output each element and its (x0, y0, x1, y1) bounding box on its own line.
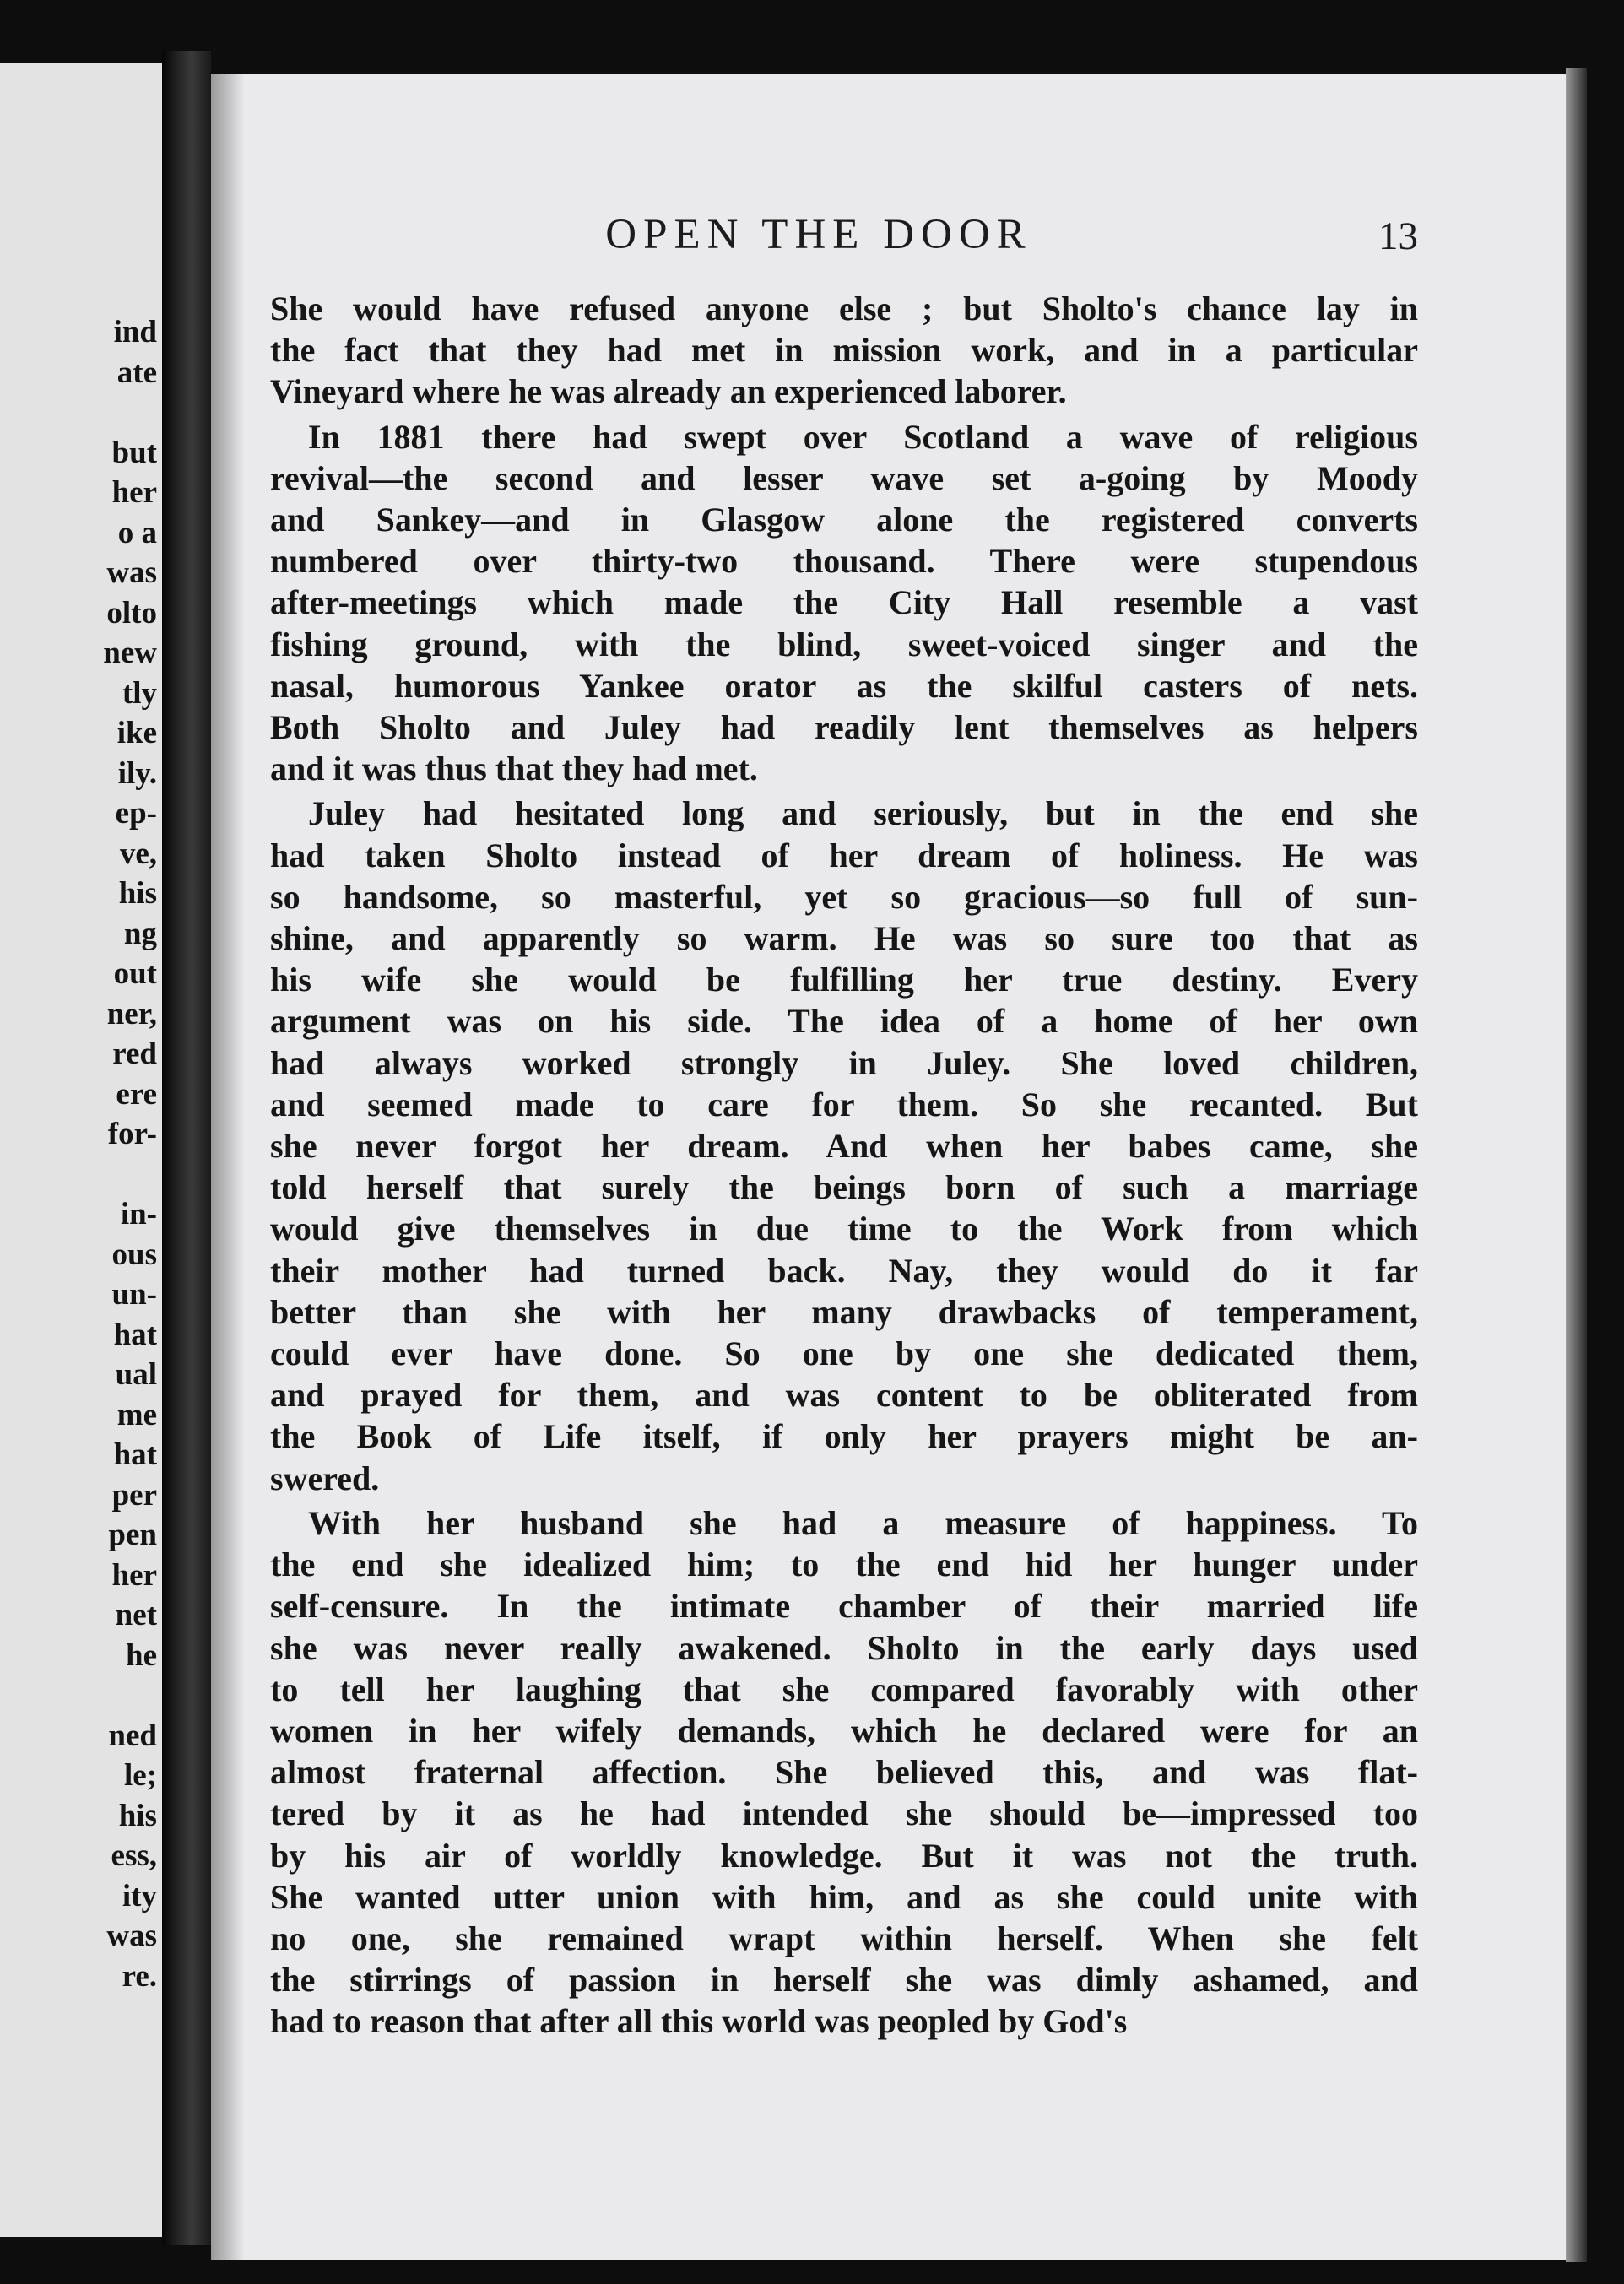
body-text (270, 288, 1418, 2043)
left-line-fragment: me (116, 1397, 157, 1432)
text-line: She wanted utter union with him, and as she could unite with (270, 1877, 1418, 1916)
left-line-fragment: ned (108, 1718, 157, 1753)
left-line-fragment: ous (111, 1237, 157, 1272)
text-line: had always worked strongly in Juley. She loved children, (270, 1043, 1418, 1082)
left-line-fragment: ep- (115, 796, 157, 831)
left-line-fragment (0, 392, 157, 433)
left-line-fragment: tly (122, 675, 157, 711)
text-line: and prayed for them, and was content to be obliterated from (270, 1376, 1418, 1415)
text-line: fishing ground, with the blind, sweet-voiced singer and the (270, 625, 1418, 663)
left-line-fragment: ind (113, 315, 157, 349)
left-line-fragment: for- (107, 1117, 157, 1151)
text-line: she was never really awakened. Sholto in the early days used (270, 1628, 1418, 1667)
text-line: self-censure. In the intimate chamber of their married life (270, 1587, 1418, 1626)
text-line: women in her wifely demands, which he declared were for an (270, 1711, 1418, 1750)
text-line: told herself that surely the beings born of such a marriage (270, 1168, 1418, 1207)
left-line-fragment: ity (122, 1878, 157, 1913)
text-line: the stirrings of passion in herself she was dimly ashamed, and (270, 1961, 1418, 2000)
left-page-fragment (0, 63, 162, 2237)
left-line-fragment: le; (123, 1758, 157, 1793)
left-line-fragment: ily. (117, 755, 157, 791)
left-line-fragment: un- (111, 1277, 157, 1312)
left-line-fragment: was (106, 555, 157, 590)
left-line-fragment (0, 1675, 157, 1716)
text-line: had to reason that after all this world was peopled by God's (270, 2002, 1128, 2041)
left-line-fragment: his (118, 1798, 157, 1833)
left-line-fragment: olto (106, 595, 157, 631)
text-line: and seemed made to care for them. So she recanted. But (270, 1085, 1418, 1123)
text-line: nasal, humorous Yankee orator as the skilful casters of nets. (270, 666, 1418, 705)
left-line-fragment: her (111, 475, 157, 510)
text-line: to tell her laughing that she compared favorably with other (270, 1670, 1418, 1708)
left-line-fragment: ere (116, 1076, 157, 1112)
right-page (211, 74, 1566, 2260)
text-line: after-meetings which made the City Hall resemble a vast (270, 583, 1418, 622)
left-line-fragment: re. (122, 1958, 157, 1994)
text-line: would give themselves in due time to the Work from which (270, 1210, 1418, 1248)
left-line-fragment: ess, (111, 1838, 157, 1873)
left-line-fragment: new (103, 636, 157, 670)
text-line: numbered over thirty-two thousand. There were stupendous (270, 542, 1418, 581)
text-line: so handsome, so masterful, yet so gracious—so full of sun- (270, 877, 1418, 916)
text-line: argument was on his side. The idea of a home of her own (270, 1002, 1418, 1041)
page-edge (1566, 68, 1587, 2262)
text-line: Both Sholto and Juley had readily lent themselves as helpers (270, 708, 1418, 747)
text-line: and Sankey—and in Glasgow alone the registered converts (270, 501, 1418, 539)
text-line: tered by it as he had intended she should be—impressed too (270, 1794, 1418, 1833)
left-line-fragment: ve, (119, 836, 157, 871)
left-line-fragment: her (111, 1557, 157, 1593)
left-line-fragment: red (112, 1036, 157, 1071)
left-line-fragment: hat (113, 1317, 157, 1352)
page-number: 13 (1378, 214, 1418, 258)
text-line: and it was thus that they had met. (270, 750, 758, 788)
text-line: In 1881 there had swept over Scotland a wave of religious (308, 417, 1418, 456)
text-line: shine, and apparently so warm. He was so sure too that as (270, 919, 1418, 958)
left-line-fragment: ner, (106, 996, 157, 1031)
text-line: better than she with her many drawbacks of temperament, (270, 1292, 1418, 1331)
text-line: no one, she remained wrapt within herself. When she felt (270, 1919, 1418, 1957)
text-line: the Book of Life itself, if only her prayers might be an- (270, 1417, 1418, 1456)
left-page-line-fragments (0, 312, 157, 1996)
running-head: OPEN THE DOOR (605, 211, 1032, 258)
text-line: She would have refused anyone else ; but Sholto's chance lay in (270, 290, 1418, 327)
left-line-fragment: hat (113, 1437, 157, 1472)
text-line: revival—the second and lesser wave set a-going by Moody (270, 458, 1418, 497)
text-line: Juley had hesitated long and seriously, but in the end she (308, 794, 1418, 833)
left-line-fragment: was (106, 1919, 157, 1953)
text-line: the fact that they had met in mission work, and in a particular (270, 331, 1418, 370)
left-line-fragment: ike (116, 716, 157, 750)
left-line-fragment (0, 1155, 157, 1195)
left-line-fragment: ual (115, 1357, 157, 1392)
left-line-fragment: ng (123, 916, 157, 951)
left-line-fragment: in- (120, 1197, 157, 1231)
left-line-fragment: out (113, 956, 157, 991)
page-curve-shadow (211, 74, 245, 2260)
left-line-fragment: per (111, 1477, 157, 1513)
text-line: almost fraternal affection. She believed this, and was flat- (270, 1753, 1418, 1792)
text-line: she never forgot her dream. And when her babes came, she (270, 1127, 1418, 1166)
left-line-fragment: pen (108, 1518, 157, 1552)
left-line-fragment: net (115, 1598, 157, 1632)
text-line: their mother had turned back. Nay, they would do it far (270, 1251, 1418, 1290)
left-line-fragment: he (126, 1637, 157, 1673)
text-line: Vineyard where he was already an experienced laborer. (270, 372, 1067, 411)
text-line: swered. (270, 1459, 380, 1497)
text-line: by his air of worldly knowledge. But it was not the truth. (270, 1836, 1418, 1875)
text-line: had taken Sholto instead of her dream of holiness. He was (270, 836, 1418, 874)
text-line: his wife she would be fulfilling her true destiny. Every (270, 961, 1418, 999)
book-gutter (162, 51, 211, 2245)
left-line-fragment: his (118, 876, 157, 911)
left-line-fragment: ate (116, 355, 157, 390)
text-line: With her husband she had a measure of happiness. To (308, 1503, 1418, 1542)
left-line-fragment: but (111, 435, 157, 470)
text-line: the end she idealized him; to the end hid her hunger under (270, 1545, 1418, 1584)
text-line: could ever have done. So one by one she dedicated them, (270, 1334, 1418, 1373)
left-line-fragment: o a (117, 515, 157, 550)
